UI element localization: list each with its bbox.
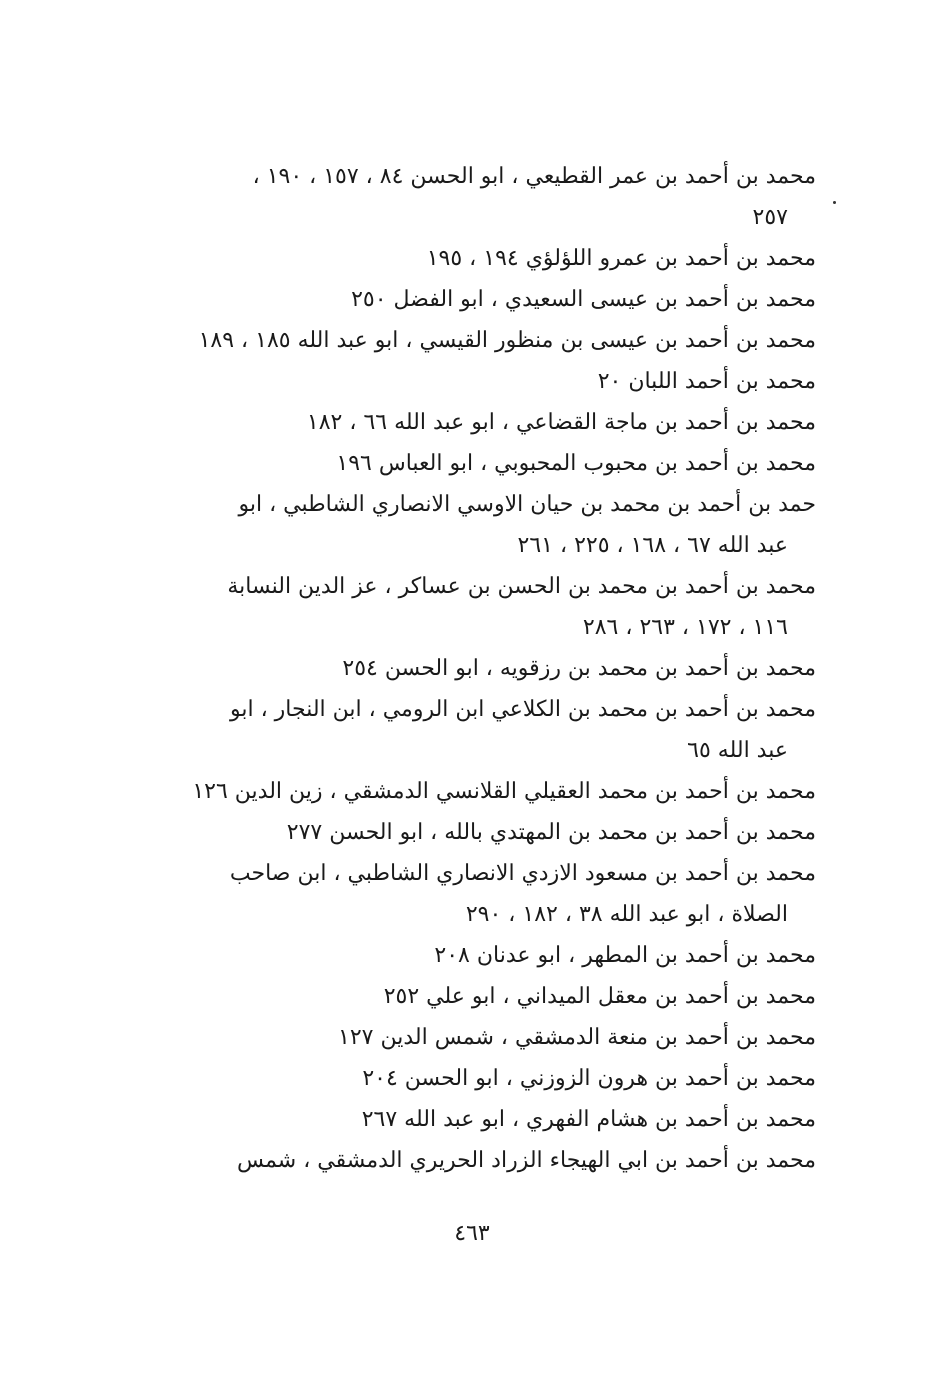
index-entry: [161, 156, 816, 238]
entry-continuation: عبد الله ٦٧ ، ١٦٨ ، ٢٢٥ ، ٢٦١: [517, 533, 788, 558]
index-entry: [161, 443, 816, 484]
entry-line: محمد بن أحمد بن محبوب المحبوبي ، ابو العباس ١٩٦: [336, 451, 816, 476]
entry-line: محمد بن أحمد بن معقل الميداني ، ابو علي ٢٥٢: [383, 984, 816, 1009]
entry-line: محمد بن أحمد بن محمد بن رزقويه ، ابو الحسن ٢٥٤: [342, 656, 816, 681]
index-entry: [161, 812, 816, 853]
index-entry: [161, 1140, 816, 1181]
scan-speck: [833, 201, 836, 204]
index-entry: [161, 771, 816, 812]
entry-line: محمد بن أحمد بن هرون الزوزني ، ابو الحسن ٢٠٤: [362, 1066, 816, 1091]
index-entry: [161, 402, 816, 443]
entry-line: محمد بن أحمد بن محمد بن الكلاعي ابن الرومي ، ابن النجار ، ابو: [229, 697, 816, 722]
entry-line: محمد بن أحمد بن ابي الهيجاء الزراد الحريري الدمشقي ، شمس: [237, 1148, 816, 1173]
index-entry-list: [161, 156, 816, 1181]
index-entry: [161, 853, 816, 935]
index-entry: [161, 238, 816, 279]
index-entry: [161, 1058, 816, 1099]
entry-line: محمد بن أحمد بن عمر القطيعي ، ابو الحسن ٨٤ ، ١٥٧ ، ١٩٠ ،: [252, 164, 816, 189]
index-entry: [161, 935, 816, 976]
page-number: ٤٦٣: [454, 1221, 490, 1246]
index-entry: [161, 279, 816, 320]
entry-continuation: عبد الله ٦٥: [687, 738, 788, 763]
index-entry: [161, 484, 816, 566]
entry-continuation: الصلاة ، ابو عبد الله ٣٨ ، ١٨٢ ، ٢٩٠: [465, 902, 788, 927]
entry-continuation: ١١٦ ، ١٧٢ ، ٢٦٣ ، ٢٨٦: [582, 615, 788, 640]
entry-line: حمد بن أحمد بن محمد بن حيان الاوسي الانصاري الشاطبي ، ابو: [238, 492, 816, 517]
entry-line: محمد بن أحمد بن محمد بن المهتدي بالله ، ابو الحسن ٢٧٧: [286, 820, 816, 845]
entry-line: محمد بن أحمد بن عيسى بن منظور القيسي ، ابو عبد الله ١٨٥ ، ١٨٩: [198, 328, 816, 353]
entry-line: محمد بن أحمد بن محمد بن الحسن بن عساكر ، عز الدين النسابة: [227, 574, 816, 599]
entry-line: محمد بن أحمد بن محمد العقيلي القلانسي الدمشقي ، زين الدين ١٢٦: [192, 779, 816, 804]
entry-line: محمد بن أحمد بن ماجة القضاعي ، ابو عبد الله ٦٦ ، ١٨٢: [306, 410, 816, 435]
entry-line: محمد بن أحمد بن المطهر ، ابو عدنان ٢٠٨: [434, 943, 816, 968]
index-entry: [161, 320, 816, 361]
entry-line: محمد بن أحمد بن هشام الفهري ، ابو عبد الله ٢٦٧: [361, 1107, 816, 1132]
entry-line: محمد بن أحمد بن مسعود الازدي الانصاري الشاطبي ، ابن صاحب: [229, 861, 816, 886]
index-entry: [161, 361, 816, 402]
index-entry: [161, 1017, 816, 1058]
index-entry: [161, 1099, 816, 1140]
entry-continuation: ٢٥٧: [752, 205, 788, 230]
entry-line: محمد بن أحمد بن منعة الدمشقي ، شمس الدين ١٢٧: [338, 1025, 816, 1050]
entry-line: محمد بن أحمد اللبان ٢٠: [597, 369, 816, 394]
index-entry: [161, 566, 816, 648]
index-entry: [161, 689, 816, 771]
entry-line: محمد بن أحمد بن عمرو اللؤلؤي ١٩٤ ، ١٩٥: [426, 246, 816, 271]
entry-line: محمد بن أحمد بن عيسى السعيدي ، ابو الفضل ٢٥٠: [351, 287, 816, 312]
index-entry: [161, 976, 816, 1017]
index-entry: [161, 648, 816, 689]
